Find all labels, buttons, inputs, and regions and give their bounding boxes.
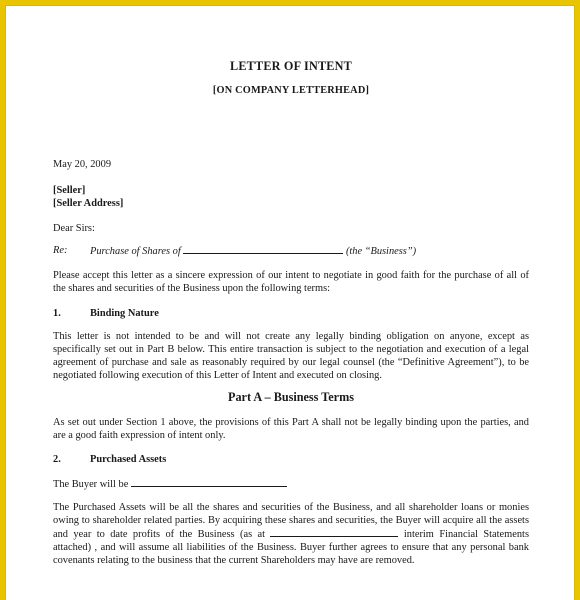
re-prefix: Purchase of Shares of <box>90 246 181 257</box>
re-label: Re: <box>53 245 68 256</box>
re-suffix: (the “Business”) <box>345 246 417 257</box>
section-1-body: This letter is not intended to be and will not create any legally binding obligation on anyone, except as specifically set out in Part B below. This entire transaction is subject to the negotiation and execution of a legal agreement of purchase and sale as reasonably required by our legal counsel (the “Definitive Agreement”), to be negotiated following execution of this Letter of Intent and executed on closing. <box>53 331 529 381</box>
interim-date-blank <box>270 527 398 537</box>
part-a-intro: As set out under Section 1 above, the provisions of this Part A shall not be legally binding upon the parties, and are a good faith expression of intent only. <box>53 417 529 441</box>
assets-text-1: The Purchased Assets will be all the shares and securities of the Business, and all shareholder loans or monies owing to shareholder related parties. By acquiring these shares and securities, the Buyer will acquire all the assets and year to date profits of the Business (as at <box>53 502 529 540</box>
section-2-title: Purchased Assets <box>90 454 167 465</box>
purchased-assets-paragraph <box>53 501 529 567</box>
re-subject <box>90 244 416 258</box>
assets-text-interim: interim <box>403 529 434 540</box>
buyer-line <box>53 477 287 491</box>
section-1-number: 1. <box>53 308 61 319</box>
assets-text-2: Financial Statements attached) , and will assume all liabilities of the Business. Buyer further agrees to ensure that any personal bank covenants relating to the business that the current Shareholders may have are removed. <box>53 529 529 566</box>
buyer-label: The Buyer will be <box>53 479 129 490</box>
salutation: Dear Sirs: <box>53 223 95 234</box>
intro-paragraph: Please accept this letter as a sincere expression of our intent to negotiate in good faith for the purchase of all of the shares and securities of the Business upon the following terms: <box>53 270 529 294</box>
document-title: LETTER OF INTENT <box>230 59 352 73</box>
section-1-title: Binding Nature <box>90 308 159 319</box>
seller-name: [Seller] <box>53 185 86 196</box>
document-page <box>6 6 574 600</box>
business-name-blank <box>183 244 343 254</box>
document-subtitle: [ON COMPANY LETTERHEAD] <box>212 85 370 96</box>
seller-address: [Seller Address] <box>53 198 124 209</box>
buyer-name-blank <box>131 477 287 487</box>
part-a-heading: Part A – Business Terms <box>228 390 354 404</box>
letter-date: May 20, 2009 <box>53 159 112 170</box>
section-2-number: 2. <box>53 454 61 465</box>
